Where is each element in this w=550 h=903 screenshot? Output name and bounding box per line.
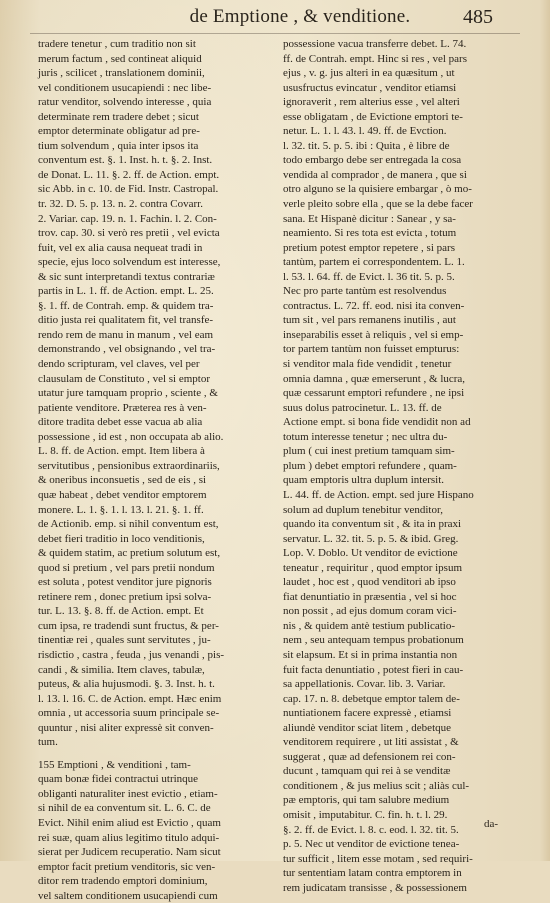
text-line: esse obligatam , de Evictione emptori te- <box>283 110 463 123</box>
text-line: quuntur , nisi aliter expressè sit conven- <box>38 721 214 734</box>
text-line: pretium potest emptor repetere , si pars <box>283 241 455 254</box>
text-line: vendida al comprador , de manera , que si <box>283 168 467 181</box>
text-line: tur sufficit , litem esse motam , sed requiri- <box>283 852 473 865</box>
text-line: servatur. L. 32. tit. 5. p. 5. & ibid. Greg. <box>283 532 459 545</box>
text-line: rei suæ, quam alius legitimo titulo adqui- <box>38 831 220 844</box>
text-line: sic Abb. in c. 10. de Fid. Instr. Castropal. <box>38 183 219 196</box>
text-line: utatur jure tamquam proprio , sciente , & <box>38 387 218 400</box>
text-line: ejus , v. g. jus alteri in ea quæsitum , ut <box>283 67 455 80</box>
text-line: tur. L. 13. §. 8. ff. de Action. empt. Et <box>38 605 204 618</box>
text-line: sana. Et Hispanè dicitur : Sanear , y sa- <box>283 212 456 225</box>
text-line: nis , & quidem antè testium publicatio- <box>283 619 455 632</box>
text-line: ratur venditor, solvendo interesse , quia <box>38 96 212 109</box>
text-line: dendo scripturam, vel claves, vel per <box>38 358 200 371</box>
text-line: monere. L. 1. §. 1. l. 13. l. 21. §. 1. ff. <box>38 503 204 516</box>
text-line: risdictio , castra , feuda , jus venandi , pis- <box>38 648 225 661</box>
text-line: sa appellationis. Covar. lib. 3. Variar. <box>283 678 446 691</box>
text-line: teneatur , requiritur , quod emptor ipsum <box>283 561 463 574</box>
text-line: & quidem statim, ac pretium solutum est, <box>38 547 221 560</box>
text-line: ignoraverit , rem alterius esse , vel alteri <box>283 96 460 109</box>
text-line: suggerat , quæ ad defensionem rei con- <box>283 750 456 763</box>
text-line: Lop. V. Doblo. Ut venditor de evictione <box>283 547 458 560</box>
text-line: neamiento. Si res tota est evicta , totum <box>283 227 457 240</box>
text-line: omnia damna , quæ emerserunt , & lucra, <box>283 372 466 385</box>
text-line: 155 Emptioni , & venditioni , tam- <box>38 758 191 771</box>
text-line: quæ cessarunt emptori refundere , ne ipsi <box>283 387 465 400</box>
text-line: emptor determinate obligatur ad pre- <box>38 125 200 138</box>
text-line: quam bonæ fidei contractui utrinque <box>38 773 199 786</box>
text-line: tium solvendum , quia inter ipsos ita <box>38 139 199 152</box>
text-line: tum sit , vel pars remanens inutilis , aut <box>283 314 456 327</box>
text-line: puteus, & alia hujusmodi. §. 3. Inst. h. t. <box>38 678 215 691</box>
text-line: omisit , imputabitur. C. fin. h. t. l. 29. <box>283 808 448 821</box>
text-line: 2. Variar. cap. 19. n. 1. Fachin. l. 2. Con- <box>38 212 217 225</box>
text-line: est soluta , potest venditor jure pignoris <box>38 576 212 589</box>
text-line: ditor rem tradendo emptori dominium, <box>38 875 208 888</box>
text-line: non possit , ad ejus domum coram vici- <box>283 605 457 618</box>
text-line: debet fieri traditio in loco venditionis, <box>38 532 205 545</box>
text-line: ditore tradita debet esse vacua ab alia <box>38 416 203 429</box>
text-line: conventum est. §. 1. Inst. h. t. §. 2. Inst. <box>38 154 213 167</box>
text-line: tor partem tantùm non fuisset empturus: <box>283 343 460 356</box>
text-line: Nec pro parte tantùm est resolvendus <box>283 285 447 298</box>
text-line: plum ) debet emptori refundere , quam- <box>283 459 457 472</box>
text-line: Actione empt. si bona fide vendidit non ad <box>283 416 471 429</box>
text-line: netur. L. 1. l. 43. l. 49. ff. de Evction. <box>283 125 447 138</box>
text-line: trov. cap. 30. si verò res pretii , vel evicta <box>38 227 220 240</box>
text-line: ducunt , tamquam qui rei à se venditæ <box>283 765 451 778</box>
text-line: fuit, vel ex alia causa nequeat tradi in <box>38 241 203 254</box>
text-line: cap. 17. n. 8. debetque emptor talem de- <box>283 692 460 705</box>
text-line: nem , seu antequam tempus probationum <box>283 634 464 647</box>
text-line: servitutibus , pensionibus extraordinariis, <box>38 459 220 472</box>
text-line: quando ita conventum sit , & ita in praxi <box>283 518 462 531</box>
text-line: merum factum , sed contineat aliquid <box>38 52 202 65</box>
text-line: ditio justa rei qualitatem fit, vel transfe- <box>38 314 214 327</box>
text-line: possessione , id est , non occupata ab alio. <box>38 430 224 443</box>
text-line: quæ habeat , debet venditor emptorem <box>38 488 207 501</box>
text-line: & sic sunt interpretandi textus contrariæ <box>38 270 215 283</box>
text-line: sit elapsum. Et si in prima instantia non <box>283 648 458 661</box>
page-number: 485 <box>463 6 493 28</box>
header-rule <box>30 33 520 34</box>
text-line: determinate rem tradere debet ; sicut <box>38 110 199 123</box>
text-line: ff. de Contrah. empt. Hinc si res , vel pars <box>283 52 468 65</box>
text-line: juris , scilicet , translationem dominii, <box>38 67 205 80</box>
text-line: rem judicatam transisse , & possessionem <box>283 881 467 894</box>
text-line: conditionem , & jus melius scit ; aliàs cul- <box>283 779 470 792</box>
text-line: p. 5. Nec ut venditor de evictione tenea- <box>283 838 460 851</box>
text-line: verle pleito sobre ella , que se la debe facer <box>283 198 473 211</box>
text-line: fuit facta denuntiatio , potest fieri in cau- <box>283 663 464 676</box>
text-line: todo embargo debe ser entregada la cosa <box>283 154 462 167</box>
text-line: clausulam de Constituto , vel si emptor <box>38 372 211 385</box>
text-line: candi , & similia. Item claves, tabulæ, <box>38 663 205 676</box>
text-line: sierat per Judicem recuperatio. Nam sicut <box>38 846 221 859</box>
text-line: tum. <box>38 736 58 749</box>
text-line: demonstrando , vel obsignando , vel tra- <box>38 343 216 356</box>
text-line: si nihil de ea conventum sit. L. 6. C. de <box>38 802 211 815</box>
text-line: Evict. Nihil enim aliud est Evictio , quam <box>38 816 221 829</box>
text-line: tradere tenetur , cum traditio non sit <box>38 38 196 50</box>
text-line: tur sententiam latam contra emptorem in <box>283 867 462 880</box>
text-line: tinentiæ rei , quales sunt servitutes , ju- <box>38 634 211 647</box>
text-line: emptor facit pretium venditoris, sic ven- <box>38 860 216 873</box>
text-line: otro alguno se la quisiere embargar , ò mo- <box>283 183 472 196</box>
text-line: inseparabilis esset à reliquis , vel si emp- <box>283 328 464 341</box>
text-line: partis in L. 1. ff. de Action. empt. L. 25. <box>38 285 214 298</box>
text-line: l. 53. l. 64. ff. de Evict. l. 36 tit. 5. p. 5. <box>283 270 455 283</box>
text-line: §. 2. ff. de Evict. l. 8. c. eod. l. 32. tit. 5. <box>283 823 459 836</box>
text-line: rendo rem de manu in manum , vel eam <box>38 328 214 341</box>
running-title: de Emptione , & venditione. <box>189 6 411 27</box>
left-text-column <box>38 37 272 903</box>
text-line <box>38 750 272 758</box>
text-line: L. 8. ff. de Action. empt. Item libera à <box>38 445 205 458</box>
text-line: quam emptoris ultra duplum intersit. <box>283 474 445 487</box>
text-line: ususfructus evincatur , venditor etiamsi <box>283 81 457 94</box>
text-line: contractus. L. 72. ff. eod. nisi ita conven- <box>283 299 465 312</box>
text-line: vel conditionem usucapiendi : nec libe- <box>38 81 212 94</box>
text-line: laudet , hoc est , quod venditori ab ipso <box>283 576 456 589</box>
text-line: tantùm, partem ei correspondentem. L. 1. <box>283 256 465 269</box>
text-line: fiat denuntiatio in præsentia , vel si hoc <box>283 590 457 603</box>
text-line: quod si pretium , vel pars pretii nondum <box>38 561 215 574</box>
text-line: retinere rem , donec pretium ipsi solva- <box>38 590 212 603</box>
text-line: plum ( cui inest pretium tamquam sim- <box>283 445 455 458</box>
right-text-column <box>283 37 523 895</box>
text-line: pæ emptoris, qui tam salubre medium <box>283 794 450 807</box>
text-line: l. 32. tit. 5. p. 5. ibi : Quita , è libre de <box>283 139 450 152</box>
text-line: si venditor mala fide vendidit , tenetur <box>283 358 452 371</box>
text-line: aliundè venditor sciat litem , debetque <box>283 721 452 734</box>
text-line: solum ad duplum tenebitur venditor, <box>283 503 443 516</box>
running-header <box>0 4 550 34</box>
text-line: de Actionib. emp. si nihil conventum est, <box>38 518 219 531</box>
text-line: suus dolus patrocinetur. L. 13. ff. de <box>283 401 442 414</box>
text-line: obliganti naturaliter inest evictio , etiam- <box>38 787 218 800</box>
text-line: totum interesse tenetur ; nec ultra du- <box>283 430 448 443</box>
text-line: possessione vacua transferre debet. L. 74. <box>283 38 467 50</box>
text-line: l. 13. l. 16. C. de Action. empt. Hæc enim <box>38 692 222 705</box>
text-line: omnia , ut accessoria suum principale se- <box>38 707 220 720</box>
text-line: venditorem requirere , ut liti assistat , & <box>283 736 459 749</box>
text-line: cum ipsa, re tradendi sunt fructus, & per- <box>38 619 219 632</box>
text-line: patiente venditore. Præterea res à ven- <box>38 401 207 414</box>
text-line: tr. 32. D. 5. p. 13. n. 2. contra Covarr. <box>38 198 203 211</box>
text-line: L. 44. ff. de Action. empt. sed jure Hispano <box>283 488 474 501</box>
text-line: & oneribus inconsuetis , sed de eis , si <box>38 474 207 487</box>
text-line: §. 1. ff. de Contrah. emp. & quidem tra- <box>38 299 214 312</box>
text-line: de Donat. L. 11. §. 2. ff. de Action. empt. <box>38 168 220 181</box>
catchword: da- <box>484 818 499 830</box>
text-line: nuntiationem facere expressè , etiamsi <box>283 707 452 720</box>
text-line: specie, ejus loco solvendum est interesse, <box>38 256 221 269</box>
text-line: vel saltem conditionem usucapiendi cum <box>38 889 218 902</box>
